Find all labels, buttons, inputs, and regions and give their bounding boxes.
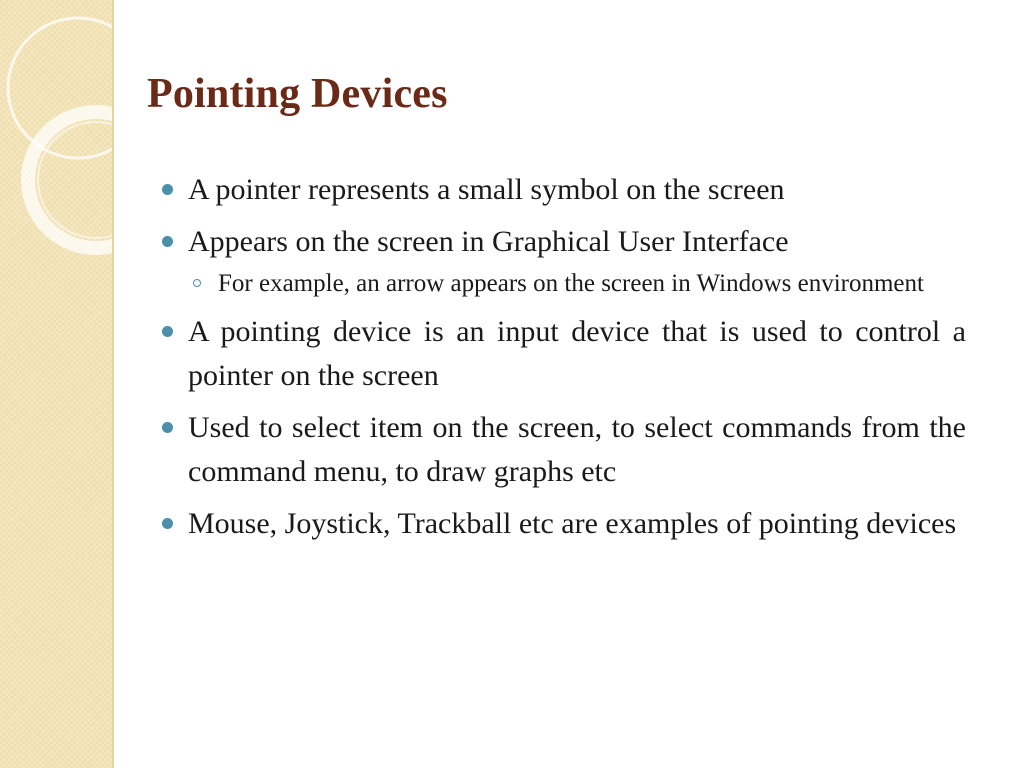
bullet-text: Appears on the screen in Graphical User Interface (188, 225, 789, 258)
slide-title: Pointing Devices (147, 71, 448, 117)
decorative-side-panel (0, 0, 112, 768)
bullet-dot-icon (162, 184, 173, 195)
panel-divider (112, 0, 114, 768)
bullet-text: A pointing device is an input device that is used to control a pointer on the screen (188, 315, 966, 392)
deco-ring-thick (28, 112, 112, 248)
sub-bullet-ring-icon (193, 279, 201, 287)
slide-body (160, 168, 966, 546)
bullet-text: A pointer represents a small symbol on the screen (188, 173, 785, 206)
sub-bullet-text: For example, an arrow appears on the screen in Windows environment (218, 270, 924, 297)
bullet-item (160, 502, 966, 546)
bullet-dot-icon (162, 236, 173, 247)
bullet-text: Used to select item on the screen, to select commands from the command menu, to draw graphs etc (188, 411, 966, 488)
bullet-item (160, 220, 966, 264)
decorative-circles (0, 0, 112, 768)
deco-circle-large (8, 18, 112, 158)
bullet-dot-icon (162, 326, 173, 337)
bullet-item (160, 406, 966, 494)
sub-bullet-item (188, 266, 966, 302)
bullet-text: Mouse, Joystick, Trackball etc are examples of pointing devices (188, 507, 957, 540)
bullet-dot-icon (162, 518, 173, 529)
bullet-item (160, 310, 966, 398)
bullet-dot-icon (162, 422, 173, 433)
bullet-item (160, 168, 966, 212)
